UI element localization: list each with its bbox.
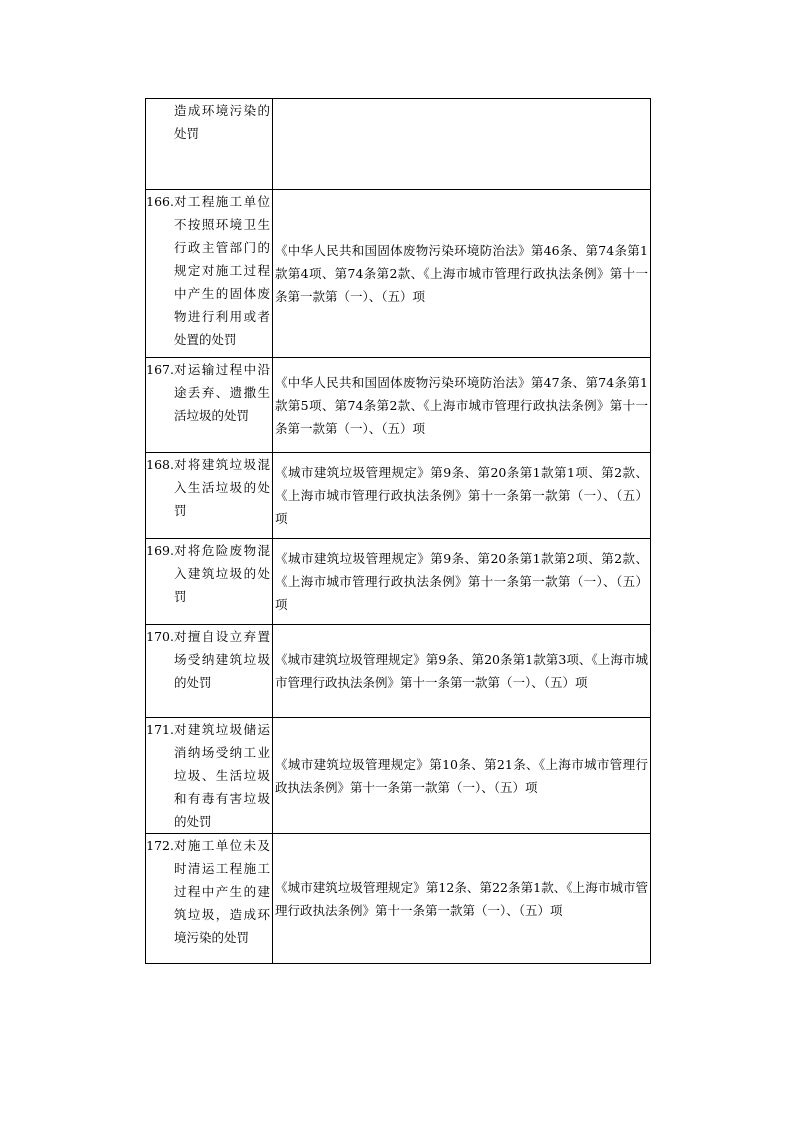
item-number: 170. [146, 629, 174, 644]
item-number: 171. [146, 722, 174, 737]
item-cell [146, 834, 273, 964]
table-row [146, 539, 651, 625]
legal-basis-cell: 《中华人民共和国固体废物污染环境防治法》第47条、第74条第1款第5项、第74条第2款、《上海市城市管理行政执法条例》第十一条第一款第（一）、（五）项 [273, 358, 651, 453]
table-row [146, 718, 651, 834]
item-text: 对将危险废物混入建筑垃圾的处罚 [174, 543, 270, 604]
item-text: 对将建筑垃圾混入生活垃圾的处罚 [174, 457, 270, 518]
item-text: 对施工单位未及时清运工程施工过程中产生的建筑垃圾，造成环境污染的处罚 [174, 838, 270, 945]
table-row [146, 99, 651, 190]
item-cell [146, 358, 273, 453]
item-cell [146, 718, 273, 834]
item-number: 169. [146, 543, 174, 558]
item-text: 造成环境污染的处罚 [174, 103, 270, 141]
item-cell [146, 625, 273, 718]
legal-basis-cell: 《城市建筑垃圾管理规定》第9条、第20条第1款第1项、第2款、《上海市城市管理行政执法条例》第十一条第一款第（一）、（五）项 [273, 453, 651, 539]
penalty-table [145, 98, 651, 964]
legal-basis-cell: 《城市建筑垃圾管理规定》第9条、第20条第1款第2项、第2款、《上海市城市管理行政执法条例》第十一条第一款第（一）、（五）项 [273, 539, 651, 625]
item-number: 167. [146, 362, 174, 377]
item-number: 166. [146, 194, 174, 209]
item-number: 172. [146, 838, 174, 853]
item-cell [146, 99, 273, 190]
item-text: 对擅自设立弃置场受纳建筑垃圾的处罚 [174, 629, 270, 690]
legal-basis-cell [273, 99, 651, 190]
item-text: 对工程施工单位不按照环境卫生行政主管部门的规定对施工过程中产生的固体废物进行利用或者处置的处罚 [174, 194, 270, 347]
item-number: 168. [146, 457, 174, 472]
table-row [146, 358, 651, 453]
table-row [146, 625, 651, 718]
item-cell [146, 539, 273, 625]
table-row [146, 453, 651, 539]
item-cell [146, 190, 273, 358]
legal-basis-cell: 《城市建筑垃圾管理规定》第10条、第21条、《上海市城市管理行政执法条例》第十一条第一款第（一）、（五）项 [273, 718, 651, 834]
item-text: 对建筑垃圾储运消纳场受纳工业垃圾、生活垃圾和有毒有害垃圾的处罚 [174, 722, 270, 829]
legal-basis-cell: 《城市建筑垃圾管理规定》第9条、第20条第1款第3项、《上海市城市管理行政执法条例》第十一条第一款第（一）、（五）项 [273, 625, 651, 718]
table-row [146, 190, 651, 358]
item-cell [146, 453, 273, 539]
item-number [146, 99, 174, 145]
legal-basis-cell: 《城市建筑垃圾管理规定》第12条、第22条第1款、《上海市城市管理行政执法条例》第十一条第一款第（一）、（五）项 [273, 834, 651, 964]
item-text: 对运输过程中沿途丢弃、遗撒生活垃圾的处罚 [174, 362, 270, 423]
legal-basis-cell: 《中华人民共和国固体废物污染环境防治法》第46条、第74条第1款第4项、第74条第2款、《上海市城市管理行政执法条例》第十一条第一款第（一）、（五）项 [273, 190, 651, 358]
table-row [146, 834, 651, 964]
